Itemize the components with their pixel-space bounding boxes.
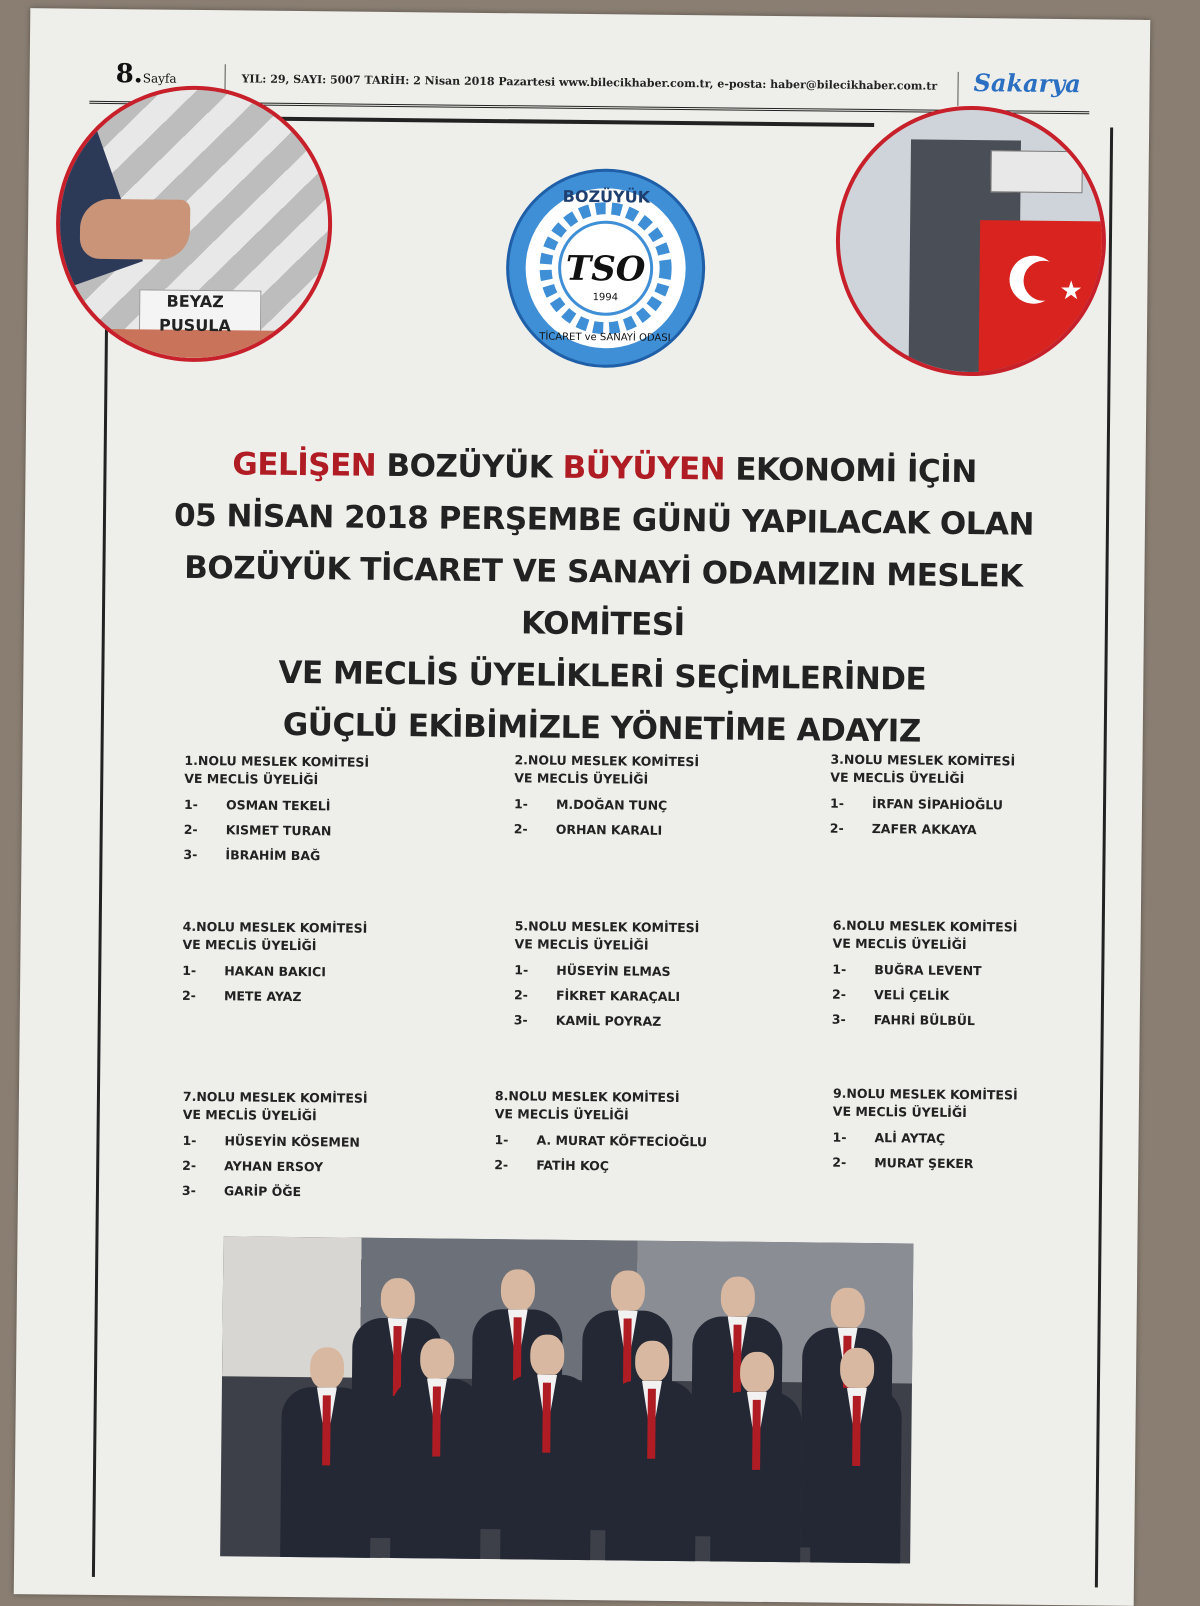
committee-6 xyxy=(832,917,1033,1038)
logo-top-text: BOZÜYÜK xyxy=(562,186,651,207)
member-name: FATİH KOÇ xyxy=(536,1157,610,1174)
headline-word: BOZÜYÜK xyxy=(386,447,553,486)
committee-title: 7.NOLU MESLEK KOMİTESİ VE MECLİS ÜYELİĞİ xyxy=(182,1088,368,1124)
member-name: KISMET TURAN xyxy=(225,822,332,839)
headline-line3: BOZÜYÜK TİCARET VE SANAYİ ODAMIZIN MESLEK KOMİTESİ xyxy=(184,549,1023,644)
member-name: OSMAN TEKELİ xyxy=(225,797,331,814)
member-row xyxy=(830,795,1030,815)
member-row xyxy=(514,986,714,1006)
member-name: BUĞRA LEVENT xyxy=(874,962,982,979)
member-number: 2- xyxy=(513,987,528,1003)
ballot-caption xyxy=(159,290,231,339)
member-row xyxy=(514,961,714,981)
member-name: VELİ ÇELİK xyxy=(873,987,950,1003)
committee-title: 8.NOLU MESLEK KOMİTESİ VE MECLİS ÜYELİĞİ xyxy=(494,1088,680,1123)
member-number: 1- xyxy=(494,1132,509,1148)
person-figure xyxy=(710,1351,803,1563)
committee-7 xyxy=(182,1088,383,1209)
member-name: HÜSEYİN ELMAS xyxy=(556,962,671,979)
headline-red-word: GELİŞEN xyxy=(232,446,377,484)
header-divider xyxy=(957,72,958,106)
logo-year: 1994 xyxy=(592,292,619,304)
member-row xyxy=(184,821,384,841)
member-row xyxy=(832,1129,1032,1149)
member-number: 3- xyxy=(181,1182,196,1198)
member-number: 3- xyxy=(513,1012,528,1028)
member-number: 3- xyxy=(831,1011,846,1027)
member-row xyxy=(832,986,1032,1006)
member-name: M.DOĞAN TUNÇ xyxy=(555,796,668,813)
headline-word: EKONOMİ İÇİN xyxy=(735,451,977,491)
member-number: 1- xyxy=(183,796,198,812)
committee-title: 3.NOLU MESLEK KOMİTESİ VE MECLİS ÜYELİĞİ xyxy=(830,751,1016,787)
member-name: METE AYAZ xyxy=(223,988,302,1005)
star-icon: ★ xyxy=(1059,275,1083,307)
member-row xyxy=(182,962,382,982)
member-row xyxy=(830,820,1030,840)
member-number: 2- xyxy=(183,821,198,837)
member-number: 1- xyxy=(513,796,528,812)
member-name: HAKAN BAKICI xyxy=(224,963,327,980)
person-figure xyxy=(390,1338,483,1563)
page-label: Sayfa xyxy=(142,71,177,86)
member-row xyxy=(514,795,714,815)
building-image xyxy=(835,105,1108,378)
committee-title: 4.NOLU MESLEK KOMİTESİ VE MECLİS ÜYELİĞİ xyxy=(182,918,368,954)
member-number: 2- xyxy=(494,1157,509,1173)
hand-shape xyxy=(80,199,191,260)
member-row xyxy=(514,820,714,840)
member-row xyxy=(182,1182,382,1202)
member-name: ZAFER AKKAYA xyxy=(871,821,977,838)
committee-1 xyxy=(183,752,384,873)
member-name: KAMİL POYRAZ xyxy=(555,1012,662,1029)
member-name: FİKRET KARAÇALI xyxy=(555,987,681,1005)
member-name: MURAT ŞEKER xyxy=(874,1155,974,1172)
logo-bottom-text: TİCARET ve SANAYİ ODASI xyxy=(539,331,671,344)
member-name: İRFAN SİPAHİOĞLU xyxy=(871,796,1004,813)
turkish-flag-icon xyxy=(978,220,1105,377)
member-row xyxy=(494,1156,707,1176)
ballot-caption-line2: PUSULA xyxy=(158,315,231,336)
brand-logo: Sakarya xyxy=(973,68,1081,99)
member-row xyxy=(494,1131,707,1151)
headline-line2: 05 NİSAN 2018 PERŞEMBE GÜNÜ YAPILACAK OLAN xyxy=(173,497,1035,543)
member-number: 2- xyxy=(513,821,528,837)
committee-4 xyxy=(182,918,383,1014)
person-figure xyxy=(605,1340,698,1563)
headline-line4: VE MECLİS ÜYELİKLERİ SEÇİMLERİNDE xyxy=(278,654,927,698)
member-name: ALİ AYTAÇ xyxy=(874,1130,946,1146)
issue-info: YIL: 29, SAYI: 5007 TARİH: 2 Nisan 2018 Pazartesi www.bilecikhaber.com.tr, e-posta: haber@bilecikhaber.com.tr xyxy=(241,72,938,93)
member-row xyxy=(832,1154,1032,1174)
group-photo xyxy=(220,1236,913,1563)
member-row xyxy=(182,1132,382,1152)
member-number: 2- xyxy=(182,1157,197,1173)
member-name: HÜSEYİN KÖSEMEN xyxy=(224,1133,360,1150)
member-row xyxy=(514,1011,714,1031)
person-figure xyxy=(810,1347,903,1563)
headline-line5: GÜÇLÜ EKİBİMİZLE YÖNETİME ADAYIZ xyxy=(282,706,921,750)
committee-title: 2.NOLU MESLEK KOMİTESİ VE MECLİS ÜYELİĞİ xyxy=(514,752,700,787)
member-name: A. MURAT KÖFTECİOĞLU xyxy=(536,1132,708,1150)
member-number: 3- xyxy=(183,846,198,862)
committee-5 xyxy=(514,917,715,1038)
member-number: 2- xyxy=(181,987,196,1003)
crescent-cut xyxy=(1023,261,1063,301)
member-name: İBRAHİM BAĞ xyxy=(225,847,321,864)
member-row xyxy=(184,796,384,816)
member-number: 2- xyxy=(831,986,847,1002)
member-row xyxy=(832,961,1032,981)
member-row xyxy=(182,987,382,1007)
member-number: 1- xyxy=(182,962,197,978)
newspaper-page xyxy=(14,8,1151,1606)
member-number: 2- xyxy=(829,820,844,836)
member-number: 1- xyxy=(514,962,529,978)
member-row xyxy=(832,1011,1032,1031)
committee-2 xyxy=(514,751,715,847)
committee-8 xyxy=(494,1087,708,1183)
building-sign xyxy=(990,150,1082,193)
person-figure xyxy=(500,1334,593,1563)
member-number: 1- xyxy=(829,795,845,811)
committee-title: 6.NOLU MESLEK KOMİTESİ VE MECLİS ÜYELİĞİ xyxy=(832,917,1018,953)
committee-3 xyxy=(830,751,1031,847)
committee-title: 9.NOLU MESLEK KOMİTESİ VE MECLİS ÜYELİĞİ xyxy=(832,1085,1018,1121)
member-row xyxy=(182,1157,382,1177)
member-name: GARİP ÖĞE xyxy=(223,1183,302,1200)
headline xyxy=(107,437,1100,759)
member-number: 1- xyxy=(832,961,847,977)
member-number: 2- xyxy=(832,1154,847,1170)
committee-9 xyxy=(832,1085,1033,1181)
member-number: 1- xyxy=(182,1132,197,1148)
logo-center-text: TSO xyxy=(565,248,646,290)
member-row xyxy=(183,846,383,866)
tso-logo xyxy=(505,167,707,369)
member-number: 1- xyxy=(832,1129,847,1145)
page-number: 8.Sayfa xyxy=(115,59,177,90)
person-figure xyxy=(280,1347,373,1564)
committee-title: 5.NOLU MESLEK KOMİTESİ VE MECLİS ÜYELİĞİ xyxy=(514,918,700,953)
member-name: FAHRİ BÜLBÜL xyxy=(873,1012,976,1029)
member-name: AYHAN ERSOY xyxy=(224,1158,324,1175)
headline-red-word: BÜYÜYEN xyxy=(562,449,726,488)
committee-title: 1.NOLU MESLEK KOMİTESİ VE MECLİS ÜYELİĞİ xyxy=(184,752,370,788)
member-name: ORHAN KARALI xyxy=(555,821,663,838)
ballot-caption-line1: BEYAZ xyxy=(166,291,224,312)
